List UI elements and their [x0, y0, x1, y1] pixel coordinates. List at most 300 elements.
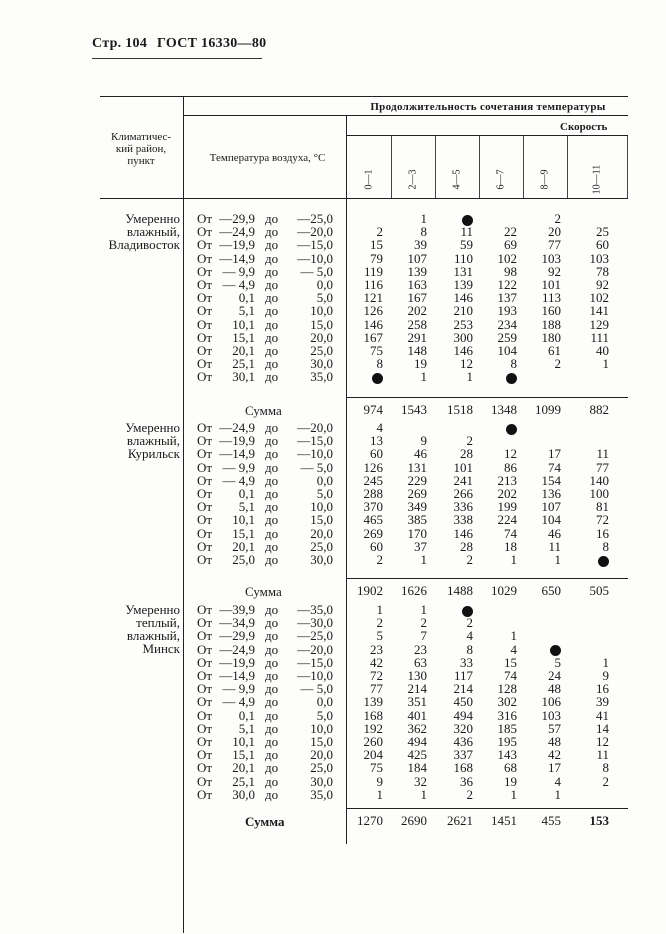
- table-cell: 130: [407, 668, 427, 683]
- range-part: От: [197, 224, 213, 240]
- table-cell: 1: [554, 786, 561, 802]
- table-cell: 260: [363, 734, 383, 749]
- range-part: 20,1: [232, 760, 255, 776]
- table-cell: 204: [363, 747, 383, 763]
- table-cell: 269: [363, 525, 383, 541]
- range-part: 15,0: [310, 734, 333, 749]
- range-part: —20,0: [297, 641, 333, 657]
- range-part: 10,1: [232, 734, 255, 749]
- range-part: 5,1: [238, 303, 255, 319]
- range-part: 20,0: [310, 525, 333, 541]
- table-cell: 12: [504, 446, 517, 462]
- range-part: 15,1: [232, 329, 255, 345]
- table-cell: 168: [363, 707, 383, 723]
- table-cell: 465: [363, 512, 383, 528]
- range-part: до: [265, 329, 279, 345]
- table-cell: 17: [548, 760, 561, 776]
- table-cell: 2: [376, 224, 383, 240]
- table-cell: 4: [376, 420, 383, 435]
- range-part: до: [265, 538, 279, 554]
- page-label: Стр. 104: [92, 36, 148, 51]
- table-cell: 199: [497, 499, 517, 515]
- range-part: От: [197, 211, 213, 226]
- table-cell: 139: [363, 694, 383, 710]
- table-cell: 245: [363, 472, 383, 488]
- range-part: —30,0: [297, 615, 333, 631]
- range-part: От: [197, 681, 213, 697]
- table-cell: 116: [363, 277, 383, 292]
- table-cell: 74: [548, 459, 561, 475]
- table-cell: 19: [414, 356, 427, 372]
- range-part: 10,0: [310, 499, 333, 515]
- range-part: 15,1: [232, 747, 255, 763]
- table-cell: 1270: [357, 813, 383, 828]
- header-rule: [92, 58, 262, 59]
- table-cell: 92: [596, 277, 609, 292]
- table-cell: 258: [407, 316, 427, 332]
- table-cell: 2: [466, 433, 473, 449]
- range-part: 15,0: [310, 512, 333, 528]
- table-cell: 213: [497, 472, 517, 488]
- range-part: —10,0: [297, 446, 333, 462]
- table-cell: 107: [541, 499, 561, 515]
- range-part: до: [265, 654, 279, 670]
- range-part: — 9,9: [222, 681, 255, 697]
- range-part: 15,1: [232, 525, 255, 541]
- table-cell: 13: [370, 433, 383, 449]
- range-part: —15,0: [297, 237, 333, 253]
- sum-label: Сумма: [245, 584, 282, 599]
- table-cell: 2: [466, 552, 473, 567]
- range-part: 25,0: [310, 343, 333, 358]
- table-cell: 8: [466, 641, 473, 657]
- table-cell: 131: [453, 263, 473, 279]
- table-cell: 77: [548, 237, 561, 253]
- range-part: до: [265, 420, 279, 435]
- table-cell: 146: [363, 316, 383, 332]
- range-part: до: [265, 694, 279, 710]
- table-cell: 1348: [491, 402, 517, 417]
- range-part: —19,9: [219, 237, 255, 253]
- range-part: —29,9: [219, 628, 255, 644]
- range-part: 20,0: [310, 747, 333, 763]
- range-part: 5,0: [316, 707, 333, 723]
- speed-col-divider: [435, 136, 436, 198]
- speed-col-header: 8—9: [539, 169, 551, 190]
- table-cell: 8: [420, 224, 427, 240]
- range-part: От: [197, 369, 213, 385]
- table-cell: [477, 370, 517, 384]
- table-cell: 1: [420, 211, 427, 226]
- table-cell: 210: [453, 303, 473, 319]
- range-part: до: [265, 525, 279, 541]
- table-cell: 19: [504, 773, 517, 789]
- range-part: 5,1: [238, 720, 255, 736]
- table-cell: 12: [460, 356, 473, 372]
- range-part: От: [197, 486, 213, 501]
- table-cell: 494: [407, 734, 427, 749]
- table-cell: 74: [504, 668, 517, 683]
- table-cell: 48: [548, 681, 561, 697]
- table-cell: 2: [376, 615, 383, 631]
- range-part: 30,0: [232, 786, 255, 802]
- sum-rule: [347, 578, 628, 579]
- range-part: От: [197, 343, 213, 358]
- range-part: — 5,0: [300, 263, 333, 279]
- table-cell: 40: [596, 343, 609, 358]
- table-cell: 113: [541, 290, 561, 306]
- range-part: —24,9: [219, 420, 255, 435]
- table-cell: 101: [453, 459, 473, 475]
- table-cell: 119: [363, 263, 383, 279]
- speed-col-divider: [523, 136, 524, 198]
- table-cell: 2: [554, 211, 561, 226]
- speed-header: Скорость: [560, 121, 608, 133]
- table-cell: 28: [460, 446, 473, 462]
- range-part: 30,0: [310, 552, 333, 567]
- table-cell: 1029: [491, 583, 517, 598]
- table-cell: 154: [541, 472, 561, 488]
- range-part: до: [265, 681, 279, 697]
- speed-col-divider: [567, 136, 568, 198]
- range-part: до: [265, 369, 279, 385]
- region-name: Умеренно теплый, влажный, Минск: [125, 602, 180, 656]
- range-part: до: [265, 211, 279, 226]
- table-cell: 1626: [401, 583, 427, 598]
- table-cell: 75: [370, 343, 383, 358]
- table-cell: 4: [466, 628, 473, 644]
- range-part: — 4,9: [222, 277, 255, 292]
- table-cell: 28: [460, 538, 473, 554]
- table-cell: 436: [453, 734, 473, 749]
- range-part: От: [197, 237, 213, 253]
- range-part: до: [265, 512, 279, 528]
- sum-label: Сумма: [245, 403, 282, 418]
- range-part: 10,0: [310, 720, 333, 736]
- range-part: 20,1: [232, 343, 255, 358]
- range-part: до: [265, 237, 279, 253]
- range-part: От: [197, 668, 213, 683]
- range-part: до: [265, 628, 279, 644]
- range-part: 20,0: [310, 329, 333, 345]
- table-cell: 72: [370, 668, 383, 683]
- range-part: От: [197, 773, 213, 789]
- table-cell: 338: [453, 512, 473, 528]
- table-cell: 1: [376, 602, 383, 617]
- table-cell: 122: [497, 277, 517, 292]
- range-part: От: [197, 303, 213, 319]
- range-part: От: [197, 250, 213, 266]
- table-cell: 316: [497, 707, 517, 723]
- table-cell: 69: [504, 237, 517, 253]
- standard-code: ГОСТ 16330—80: [156, 36, 267, 51]
- table-cell: 259: [497, 329, 517, 345]
- table-cell: 184: [407, 760, 427, 776]
- table-cell: 16: [596, 525, 609, 541]
- range-part: 15,0: [310, 316, 333, 332]
- range-part: 0,1: [238, 707, 255, 723]
- table-cell: 241: [453, 472, 473, 488]
- range-part: От: [197, 525, 213, 541]
- range-part: 25,1: [232, 356, 255, 372]
- table-cell: 23: [414, 641, 427, 657]
- range-part: до: [265, 668, 279, 683]
- table-cell: 1: [376, 786, 383, 802]
- range-part: до: [265, 343, 279, 358]
- table-cell: 351: [407, 694, 427, 710]
- table-cell: 103: [541, 707, 561, 723]
- table-cell: 100: [589, 486, 609, 501]
- range-part: до: [265, 316, 279, 332]
- range-part: 30,0: [310, 773, 333, 789]
- range-part: до: [265, 446, 279, 462]
- range-part: 0,0: [316, 277, 333, 292]
- range-part: —14,9: [219, 446, 255, 462]
- range-part: — 9,9: [222, 263, 255, 279]
- table-cell: [569, 553, 609, 567]
- table-cell: 385: [407, 512, 427, 528]
- table-cell: 140: [589, 472, 609, 488]
- table-cell: 2: [376, 552, 383, 567]
- table-cell: 4: [510, 641, 517, 657]
- sum-rule: [347, 397, 628, 398]
- range-part: 0,1: [238, 486, 255, 501]
- table-cell: 362: [407, 720, 427, 736]
- table-cell: 974: [363, 402, 383, 417]
- table-cell: 288: [363, 486, 383, 501]
- range-part: 35,0: [310, 786, 333, 802]
- range-part: 10,1: [232, 512, 255, 528]
- range-part: 25,0: [310, 538, 333, 554]
- range-part: От: [197, 628, 213, 644]
- range-part: 30,1: [232, 369, 255, 385]
- table-cell: 24: [548, 668, 561, 683]
- table-cell: 1: [602, 654, 609, 670]
- range-part: —15,0: [297, 433, 333, 449]
- table-cell: 8: [602, 760, 609, 776]
- range-part: до: [265, 290, 279, 306]
- table-cell: 106: [541, 694, 561, 710]
- range-part: 5,0: [316, 486, 333, 501]
- table-cell: 2: [602, 773, 609, 789]
- table-cell: 224: [497, 512, 517, 528]
- table-cell: 14: [596, 720, 609, 736]
- table-cell: 104: [541, 512, 561, 528]
- range-part: От: [197, 277, 213, 292]
- table-cell: 2: [420, 615, 427, 631]
- table-cell: 505: [589, 583, 609, 598]
- table-cell: 1: [466, 369, 473, 385]
- table-cell: 107: [407, 250, 427, 266]
- table-cell: 126: [363, 459, 383, 475]
- range-part: до: [265, 459, 279, 475]
- table-cell: [477, 421, 517, 435]
- table-cell: 57: [548, 720, 561, 736]
- table-cell: 11: [548, 538, 561, 554]
- table-cell: 349: [407, 499, 427, 515]
- temp-col-header: Температура воздуха, °С: [209, 152, 326, 164]
- table-cell: 42: [548, 747, 561, 763]
- range-part: до: [265, 602, 279, 617]
- table-cell: 11: [460, 224, 473, 240]
- range-part: до: [265, 356, 279, 372]
- table-cell: 141: [589, 303, 609, 319]
- sum-label: Сумма: [245, 814, 285, 829]
- table-cell: 75: [370, 760, 383, 776]
- range-part: до: [265, 760, 279, 776]
- table-cell: 1: [510, 552, 517, 567]
- range-part: —19,9: [219, 654, 255, 670]
- table-cell: 337: [453, 747, 473, 763]
- table-cell: 214: [407, 681, 427, 697]
- range-part: От: [197, 538, 213, 554]
- range-part: до: [265, 707, 279, 723]
- range-part: От: [197, 615, 213, 631]
- table-cell: 202: [497, 486, 517, 501]
- range-part: — 4,9: [222, 472, 255, 488]
- range-part: 10,0: [310, 303, 333, 319]
- table-cell: 41: [596, 707, 609, 723]
- table-cell: 59: [460, 237, 473, 253]
- range-part: От: [197, 641, 213, 657]
- range-part: до: [265, 224, 279, 240]
- range-part: —25,0: [297, 211, 333, 226]
- table-cell: 2: [466, 615, 473, 631]
- table-cell: 146: [453, 290, 473, 306]
- table-cell: 39: [414, 237, 427, 253]
- range-part: —14,9: [219, 250, 255, 266]
- table-cell: 117: [453, 668, 473, 683]
- range-part: От: [197, 263, 213, 279]
- table-cell: 168: [453, 760, 473, 776]
- range-part: до: [265, 773, 279, 789]
- table-cell: 8: [602, 538, 609, 554]
- table-cell: 148: [407, 343, 427, 358]
- table-cell: 336: [453, 499, 473, 515]
- table-cell: 1: [554, 552, 561, 567]
- speed-col-divider: [627, 136, 628, 198]
- table-top-rule: [100, 96, 628, 97]
- range-part: —24,9: [219, 224, 255, 240]
- table-cell: 11: [596, 747, 609, 763]
- range-part: От: [197, 602, 213, 617]
- table-cell: 42: [370, 654, 383, 670]
- table-cell: 72: [596, 512, 609, 528]
- table-cell: 266: [453, 486, 473, 501]
- range-part: 10,1: [232, 316, 255, 332]
- range-part: От: [197, 747, 213, 763]
- speed-title-rule: [347, 135, 628, 136]
- speed-col-divider: [479, 136, 480, 198]
- table-cell: 63: [414, 654, 427, 670]
- table-cell: 9: [420, 433, 427, 449]
- table-cell: 229: [407, 472, 427, 488]
- table-cell: 139: [453, 277, 473, 292]
- range-part: От: [197, 316, 213, 332]
- table-cell: 167: [363, 329, 383, 345]
- table-cell: 180: [541, 329, 561, 345]
- table-cell: 401: [407, 707, 427, 723]
- table-cell: [343, 370, 383, 384]
- range-part: От: [197, 760, 213, 776]
- table-cell: 455: [541, 813, 561, 828]
- range-part: — 5,0: [300, 681, 333, 697]
- table-cell: 146: [453, 525, 473, 541]
- range-part: до: [265, 486, 279, 501]
- duration-span-header: Продолжительность сочетания температуры: [370, 101, 606, 113]
- table-cell: 214: [453, 681, 473, 697]
- range-part: —14,9: [219, 668, 255, 683]
- range-part: От: [197, 499, 213, 515]
- table-cell: 188: [541, 316, 561, 332]
- table-cell: 77: [596, 459, 609, 475]
- range-part: до: [265, 747, 279, 763]
- table-cell: 128: [497, 681, 517, 697]
- table-cell: 882: [589, 402, 609, 417]
- table-cell: 1: [420, 602, 427, 617]
- table-cell: 126: [363, 303, 383, 319]
- table-cell: 74: [504, 525, 517, 541]
- range-part: до: [265, 552, 279, 567]
- table-cell: 253: [453, 316, 473, 332]
- speed-col-header: 4—5: [451, 169, 463, 190]
- table-cell: 101: [541, 277, 561, 292]
- table-cell: 1488: [447, 583, 473, 598]
- table-cell: 146: [453, 343, 473, 358]
- range-part: —20,0: [297, 224, 333, 240]
- table-cell: 23: [370, 641, 383, 657]
- table-cell: 98: [504, 263, 517, 279]
- table-cell: 450: [453, 694, 473, 710]
- range-part: до: [265, 786, 279, 802]
- table-cell: 1518: [447, 402, 473, 417]
- table-cell: 136: [541, 486, 561, 501]
- table-cell: 33: [460, 654, 473, 670]
- table-cell: 25: [596, 224, 609, 240]
- table-cell: 103: [541, 250, 561, 266]
- table-cell: 15: [370, 237, 383, 253]
- range-part: От: [197, 694, 213, 710]
- table-cell: 160: [541, 303, 561, 319]
- table-cell: 129: [589, 316, 609, 332]
- table-cell: 37: [414, 538, 427, 554]
- table-cell: 302: [497, 694, 517, 710]
- range-part: От: [197, 459, 213, 475]
- range-part: до: [265, 734, 279, 749]
- table-cell: 370: [363, 499, 383, 515]
- range-part: От: [197, 472, 213, 488]
- speed-col-header: 6—7: [495, 169, 507, 190]
- range-part: 5,1: [238, 499, 255, 515]
- range-part: до: [265, 615, 279, 631]
- table-cell: 61: [548, 343, 561, 358]
- table-cell: 269: [407, 486, 427, 501]
- filled-circle-icon: [598, 556, 609, 567]
- range-part: 0,0: [316, 694, 333, 710]
- range-part: 25,0: [232, 552, 255, 567]
- table-cell: 195: [497, 734, 517, 749]
- range-part: до: [265, 263, 279, 279]
- table-cell: 2690: [401, 813, 427, 828]
- table-cell: 1: [602, 356, 609, 372]
- table-cell: 163: [407, 277, 427, 292]
- range-part: 25,0: [310, 760, 333, 776]
- divider-region: [183, 97, 184, 933]
- range-part: От: [197, 720, 213, 736]
- table-cell: 17: [548, 446, 561, 462]
- span-title-rule: [184, 115, 628, 116]
- range-part: 0,1: [238, 290, 255, 306]
